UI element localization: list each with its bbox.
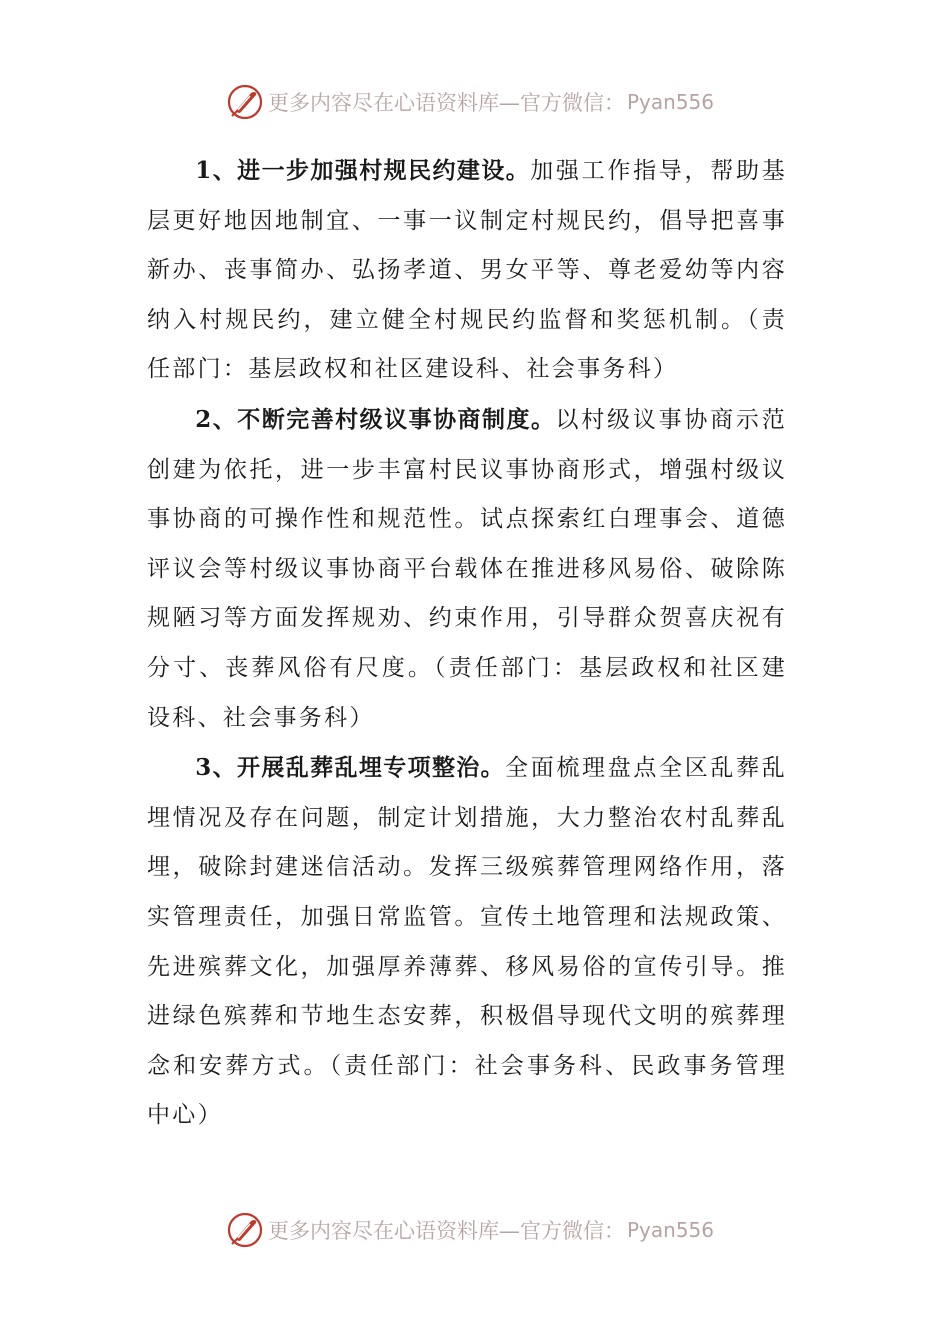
quill-logo-icon xyxy=(226,83,264,121)
paragraph-2-text: 以村级议事协商示范创建为依托，进一步丰富村民议事协商形式，增强村级议事协商的可操作性和规范性。试点探索红白理事会、道德评议会等村级议事协商平台载体在推进移风易俗、破除陈规陋习等方面发挥规劝、约束作用，引导群众贺喜庆祝有分寸、丧葬风俗有尺度。（责任部门：基层政权和社区建设科、社会事务科） xyxy=(147,406,787,731)
watermark-wechat-id: Pyan556 xyxy=(627,90,715,114)
watermark-text: 更多内容尽在心语资料库—官方微信： xyxy=(268,91,625,115)
paragraph-1 xyxy=(147,146,787,395)
paragraph-3-heading: 3、开展乱葬乱埋专项整治。 xyxy=(195,754,506,782)
paragraph-2 xyxy=(147,395,787,743)
header-watermark xyxy=(226,80,714,124)
watermark-text: 更多内容尽在心语资料库—官方微信： xyxy=(268,1219,625,1243)
footer-watermark xyxy=(226,1208,714,1252)
quill-logo-icon xyxy=(226,1211,264,1249)
paragraph-2-heading: 2、不断完善村级议事协商制度。 xyxy=(195,405,556,433)
paragraph-1-text: 加强工作指导，帮助基层更好地因地制宜、一事一议制定村规民约，倡导把喜事新办、丧事简办、弘扬孝道、男女平等、尊老爱幼等内容纳入村规民约，建立健全村规民约监督和奖惩机制。（责任部门：基层政权和社区建设科、社会事务科） xyxy=(147,158,787,383)
paragraph-1-heading: 1、进一步加强村规民约建设。 xyxy=(195,157,531,184)
paragraph-3 xyxy=(147,743,787,1141)
paragraph-3-text: 全面梳理盘点全区乱葬乱埋情况及存在问题，制定计划措施，大力整治农村乱葬乱埋，破除封建迷信活动。发挥三级殡葬管理网络作用，落实管理责任，加强日常监管。宣传土地管理和法规政策、先进殡葬文化，加强厚养薄葬、移风易俗的宣传引导。推进绿色殡葬和节地生态安葬，积极倡导现代文明的殡葬理念和安葬方式。（责任部门：社会事务科、民政事务管理中心） xyxy=(147,755,787,1129)
document-body xyxy=(147,146,787,1141)
watermark-wechat-id: Pyan556 xyxy=(627,1218,715,1242)
